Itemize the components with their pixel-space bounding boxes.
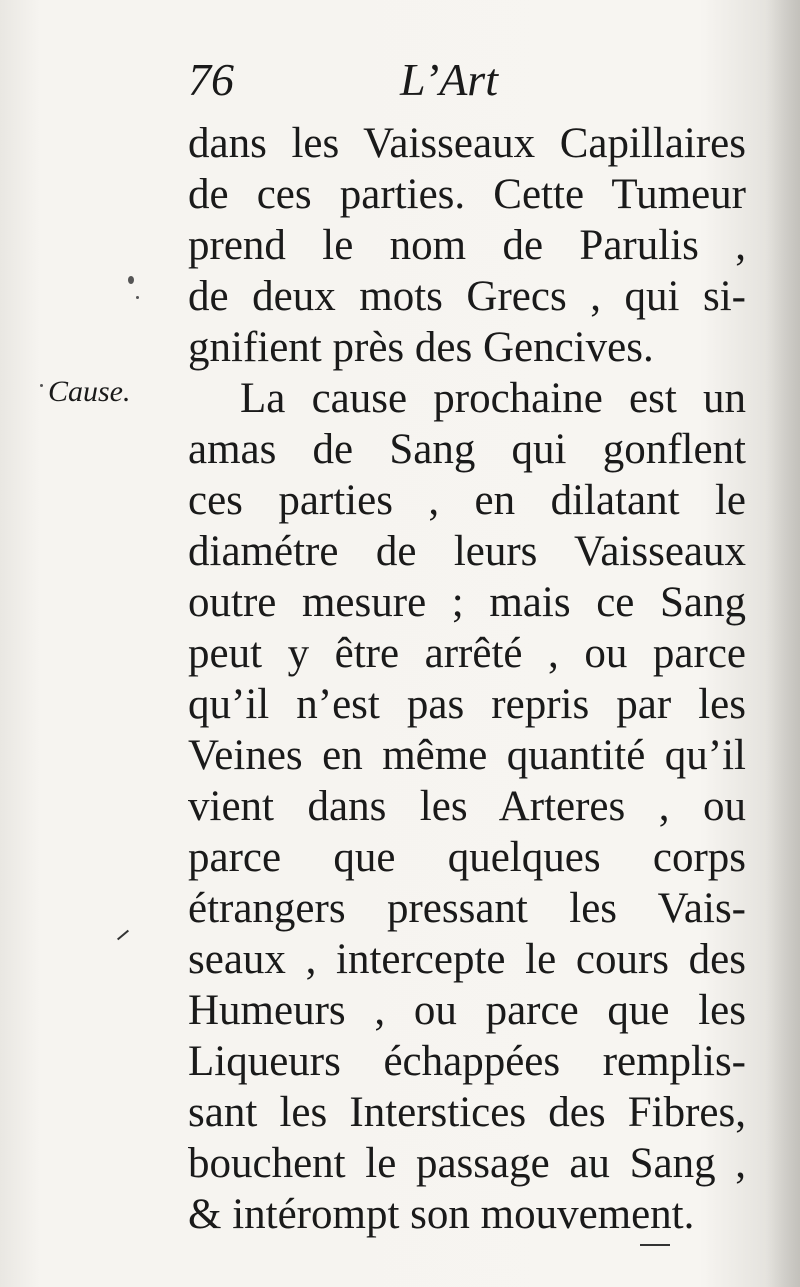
text-line: dans les Vaisseaux Capillaires (188, 120, 746, 167)
text-line: seaux , intercepte le cours des (188, 936, 746, 983)
text-line: Humeurs , ou parce que les (188, 987, 746, 1034)
text-line: & intérompt son mouvement. (188, 1191, 695, 1238)
text-line: de ces parties. Cette Tumeur (188, 171, 746, 218)
ink-speck (128, 276, 134, 284)
text-line: diamétre de leurs Vaisseaux (188, 528, 746, 575)
text-line: vient dans les Arteres , ou (188, 783, 746, 830)
margin-note: Cause. (48, 375, 131, 408)
text-line: étrangers pressant les Vais- (188, 885, 746, 932)
page-number: 76 (188, 54, 234, 105)
text-line: sant les Interstices des Fibres, (188, 1089, 746, 1136)
page-edge-shadow (766, 0, 800, 1287)
ink-speck (136, 296, 139, 299)
text-line: qu’il n’est pas repris par les (188, 681, 746, 728)
text-line: peut y être arrêté , ou parce (188, 630, 746, 677)
page-header (188, 52, 528, 108)
text-line: prend le nom de Parulis , (188, 222, 746, 269)
text-line: gnifient près des Gencives. (188, 324, 654, 371)
text-line: Liqueurs échappées remplis- (188, 1038, 746, 1085)
text-line: amas de Sang qui gonflent (188, 426, 746, 473)
text-line: La cause prochaine est un (240, 375, 746, 422)
body-text (188, 118, 746, 1240)
ink-speck (40, 384, 43, 387)
text-line: parce que quelques corps (188, 834, 746, 881)
running-title: L’Art (400, 54, 498, 105)
text-line: de deux mots Grecs , qui si- (188, 273, 746, 320)
text-line: ces parties , en dilatant le (188, 477, 746, 524)
text-line: outre mesure ; mais ce Sang (188, 579, 746, 626)
ink-mark (117, 930, 129, 941)
text-line: bouchent le passage au Sang , (188, 1140, 746, 1187)
text-line: Veines en même quantité qu’il (188, 732, 746, 779)
ink-mark (640, 1244, 670, 1246)
